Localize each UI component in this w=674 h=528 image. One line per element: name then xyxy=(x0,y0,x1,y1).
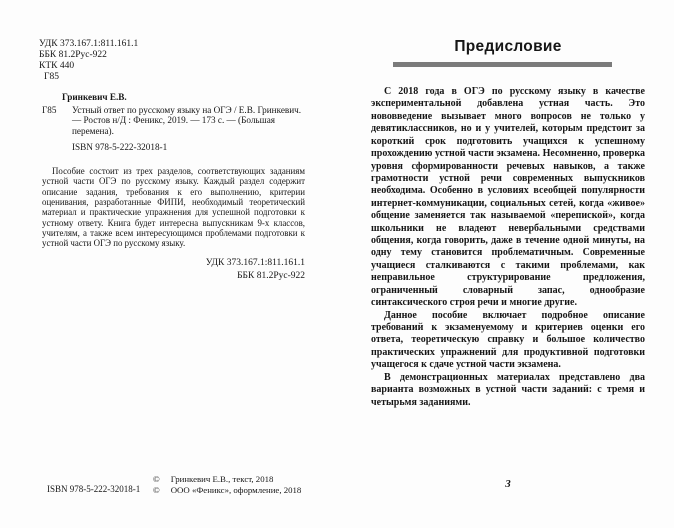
entry-description: Устный ответ по русскому языку на ОГЭ / Е.В. Гринкевич. — Ростов н/Д : Феникс, 2019. — 173 с. — (Большая перемена). xyxy=(72,104,302,136)
catalog-codes-block xyxy=(39,39,138,83)
copyright-text: Гринкевич Е.В., текст, 2018 xyxy=(170,474,274,484)
preface-body xyxy=(371,86,645,409)
bibliographic-entry xyxy=(42,105,306,137)
ktk-code: КТК 440 xyxy=(39,61,75,71)
codes-right-aligned xyxy=(42,257,305,283)
bbk-code: ББК 81.2Рус-922 xyxy=(39,50,107,60)
preface-paragraph-2: Данное пособие включает подробное описание требований к экзаменуемому и критериев оценки его ответа, теоретическую справку и большое количество практических упражнений для продуктивной подготовки учащегося к сдаче устной части экзамена. xyxy=(371,309,645,371)
copyright-icon: © xyxy=(153,484,160,495)
copyright-line xyxy=(153,485,301,496)
isbn-footer: ISBN 978-5-222-32018-1 xyxy=(47,484,141,494)
g85-code: Г85 xyxy=(44,72,59,82)
annotation-paragraph: Пособие состоит из трех разделов, соответствующих заданиям устной части ОГЭ по русскому языку. Каждый раздел содержит описание задания, требования к его выполнению, критерии оценивания, разработанные ФИПИ, необходимый теоретический материал и практические упражнения для успешной подготовки к устному ответу. Книга будет интересна выпускникам 9-х классов, учителям, а также всем интересующимся проблемами подготовки к устной части ОГЭ по русскому языку. xyxy=(42,166,305,249)
title-rule xyxy=(393,62,612,67)
preface-paragraph-1: С 2018 года в ОГЭ по русскому языку в качестве экспериментальной добавлена устная часть. Это нововведение вызывает много вопросов не только у девятиклассников, но и у учителей, которым предстоит за короткий срок подготовить учащихся к успешному прохождению устной части экзамена. Несомненно, проверка уровня сформированности речевых навыков, а также грамотности устной речи современных выпускников необходима. Особенно в условиях всеобщей популярности интернет-коммуникации, социальных сетей, когда «живое» общение заменяется так называемой «перепиской», когда школьники не владеют невербальными средствами общения, когда говорить, даже в течение одной минуты, на одну тему становится проблематичным. Современные учащиеся сталкиваются с такими проблемами, как неправильное структурирование предложения, ограниченный словарный запас, однообразие синтаксического строя речи и многие другие. xyxy=(371,86,645,309)
udk-code: УДК 373.167.1:811.161.1 xyxy=(39,39,139,49)
preface-paragraph-3: В демонстрационных материалах представлено два варианта возможных в устной части заданий: с тремя и четырьмя заданиями. xyxy=(371,371,645,408)
copyright-icon: © xyxy=(153,474,160,484)
isbn-top: ISBN 978-5-222-32018-1 xyxy=(72,142,168,153)
author-name: Гринкевич Е.В. xyxy=(62,92,127,102)
page-number: 3 xyxy=(505,478,511,490)
page-title: Предисловие xyxy=(454,38,562,55)
copyright-text: ООО «Феникс», оформление, 2018 xyxy=(170,484,302,495)
copyright-block xyxy=(153,474,301,495)
copyright-line xyxy=(153,474,301,485)
bbk-code-mid: ББК 81.2Рус-922 xyxy=(237,271,305,281)
udk-code-mid: УДК 373.167.1:811.161.1 xyxy=(205,258,305,268)
catalog-card xyxy=(42,92,306,153)
entry-code: Г85 xyxy=(42,104,57,115)
